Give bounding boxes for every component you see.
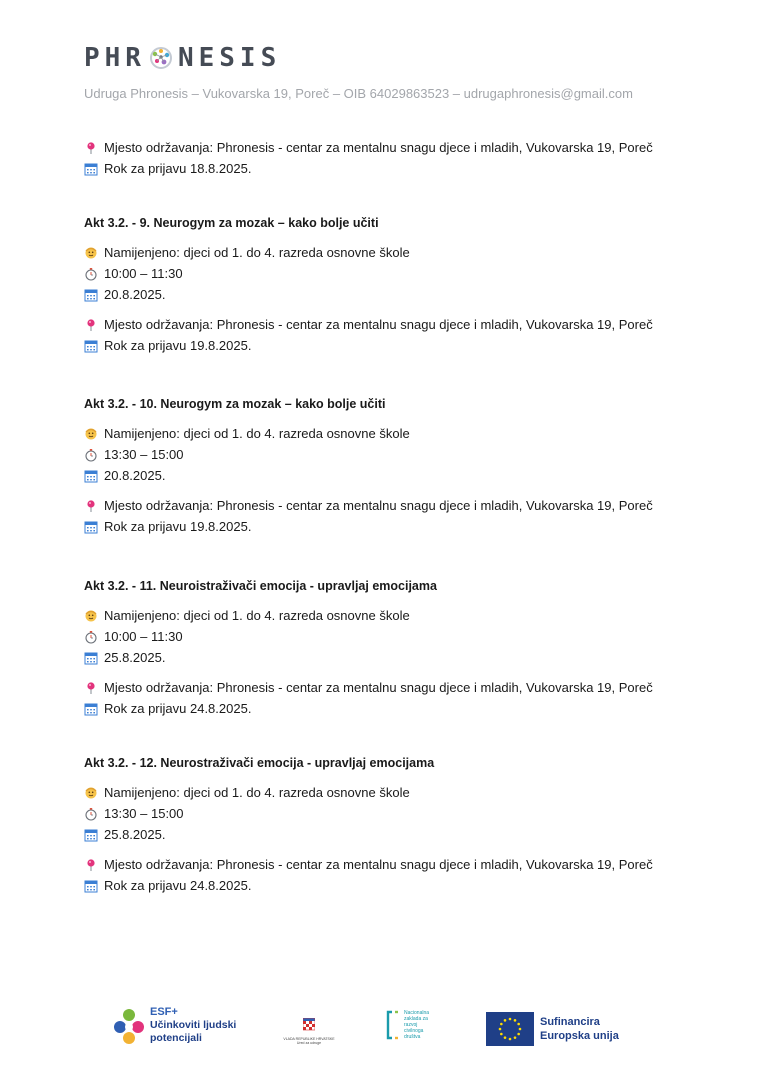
nz-line-1: Nacionalna: [404, 1010, 430, 1016]
eu-star: [504, 1036, 507, 1039]
activity-audience: Namijenjeno: djeci od 1. do 4. razreda osnovne škole: [84, 242, 704, 263]
person-icon: [84, 246, 98, 260]
activity-date: 20.8.2025.: [84, 284, 704, 305]
activity-audience: Namijenjeno: djeci od 1. do 4. razreda osnovne škole: [84, 605, 704, 626]
phronesis-logo: [84, 44, 281, 72]
esf-subtitle-1: Učinkoviti ljudski: [150, 1019, 237, 1031]
nz-line-4: civilnoga: [404, 1028, 424, 1034]
activity-deadline: Rok za prijavu 19.8.2025.: [84, 335, 704, 356]
eu-line-1: Sufinancira: [540, 1016, 600, 1028]
croatia-government-logo: [283, 1018, 335, 1045]
esf-logo: [112, 1006, 236, 1045]
calendar-icon: [84, 879, 98, 893]
cro-line-2: Ured za udruge: [296, 1041, 322, 1045]
eu-star: [504, 1019, 507, 1022]
activity-date: 25.8.2025.: [84, 824, 704, 845]
eu-cofinanced-logo: [486, 1012, 619, 1046]
activity-time: 10:00 – 11:30: [84, 263, 704, 284]
intro-location: Mjesto održavanja: Phronesis - centar za mentalnu snagu djece i mladih, Vukovarska 19, Poreč: [84, 137, 704, 158]
eu-star: [500, 1023, 503, 1026]
calendar-icon: [84, 651, 98, 665]
logo-text-before: PHR: [84, 43, 146, 73]
activity-deadline: Rok za prijavu 24.8.2025.: [84, 698, 704, 719]
activity-time: 10:00 – 11:30: [84, 626, 704, 647]
eu-star: [499, 1028, 502, 1031]
esf-flower-icon: [112, 1007, 146, 1045]
contact-line: Udruga Phronesis – Vukovarska 19, Poreč – OIB 64029863523 – udrugaphronesis@gmail.com: [84, 86, 633, 101]
intro-deadline: Rok za prijavu 18.8.2025.: [84, 158, 704, 179]
stopwatch-icon: [84, 448, 98, 462]
esf-title: ESF+: [150, 1006, 178, 1018]
activity-deadline: Rok za prijavu 24.8.2025.: [84, 875, 704, 896]
activity-deadline: Rok za prijavu 19.8.2025.: [84, 516, 704, 537]
activity-location: Mjesto održavanja: Phronesis - centar za mentalnu snagu djece i mladih, Vukovarska 19, Poreč: [84, 854, 704, 875]
activity-title: Akt 3.2. - 12. Neurostraživači emocija - upravljaj emocijama: [84, 755, 435, 770]
activity-location: Mjesto održavanja: Phronesis - centar za mentalnu snagu djece i mladih, Vukovarska 19, Poreč: [84, 314, 704, 335]
nz-line-3: razvoj: [404, 1022, 418, 1028]
activity-section: [84, 752, 704, 896]
eu-line-2: Europska unija: [540, 1030, 619, 1042]
eu-star: [509, 1038, 512, 1041]
eu-star: [519, 1028, 522, 1031]
activity-audience: Namijenjeno: djeci od 1. do 4. razreda osnovne škole: [84, 423, 704, 444]
document-body: [84, 137, 704, 896]
calendar-icon: [84, 162, 98, 176]
activity-time: 13:30 – 15:00: [84, 444, 704, 465]
logo-text-after: NESIS: [177, 43, 282, 73]
pin-icon: [84, 858, 98, 872]
activity-location: Mjesto održavanja: Phronesis - centar za mentalnu snagu djece i mladih, Vukovarska 19, Poreč: [84, 677, 704, 698]
stopwatch-icon: [84, 630, 98, 644]
nz-line-2: zaklada za: [404, 1016, 428, 1022]
pin-icon: [84, 499, 98, 513]
stopwatch-icon: [84, 807, 98, 821]
activity-title: Akt 3.2. - 10. Neurogym za mozak – kako bolje učiti: [84, 396, 386, 411]
eu-star: [517, 1023, 520, 1026]
activity-location: Mjesto održavanja: Phronesis - centar za mentalnu snagu djece i mladih, Vukovarska 19, Poreč: [84, 495, 704, 516]
pin-icon: [84, 681, 98, 695]
person-icon: [84, 786, 98, 800]
eu-star: [509, 1018, 512, 1021]
activity-time: 13:30 – 15:00: [84, 803, 704, 824]
activity-section: [84, 212, 704, 356]
eu-star: [500, 1033, 503, 1036]
esf-subtitle-2: potencijali: [150, 1032, 202, 1044]
activity-date: 25.8.2025.: [84, 647, 704, 668]
activity-section: [84, 393, 704, 537]
brain-logo-icon: [146, 45, 176, 71]
nz-line-5: društva: [404, 1034, 421, 1040]
eu-star: [517, 1033, 520, 1036]
person-icon: [84, 427, 98, 441]
croatia-coat-of-arms-icon: [303, 1018, 315, 1032]
calendar-icon: [84, 469, 98, 483]
footer-logos: [0, 1000, 764, 1060]
activity-title: Akt 3.2. - 11. Neuroistraživači emocija - upravljaj emocijama: [84, 578, 437, 593]
pin-icon: [84, 318, 98, 332]
activity-audience: Namijenjeno: djeci od 1. do 4. razreda osnovne škole: [84, 782, 704, 803]
activity-section: [84, 575, 704, 719]
person-icon: [84, 609, 98, 623]
pin-icon: [84, 141, 98, 155]
eu-star: [514, 1036, 517, 1039]
activity-title: Akt 3.2. - 9. Neurogym za mozak – kako bolje učiti: [84, 215, 379, 230]
eu-flag-icon: [486, 1012, 534, 1046]
activity-date: 20.8.2025.: [84, 465, 704, 486]
calendar-icon: [84, 288, 98, 302]
calendar-icon: [84, 520, 98, 534]
bracket-logo-icon: [386, 1010, 400, 1040]
calendar-icon: [84, 339, 98, 353]
calendar-icon: [84, 702, 98, 716]
calendar-icon: [84, 828, 98, 842]
stopwatch-icon: [84, 267, 98, 281]
cro-line-1: VLADA REPUBLIKE HRVATSKE: [283, 1037, 335, 1041]
eu-star: [514, 1019, 517, 1022]
national-foundation-logo: [386, 1010, 446, 1040]
